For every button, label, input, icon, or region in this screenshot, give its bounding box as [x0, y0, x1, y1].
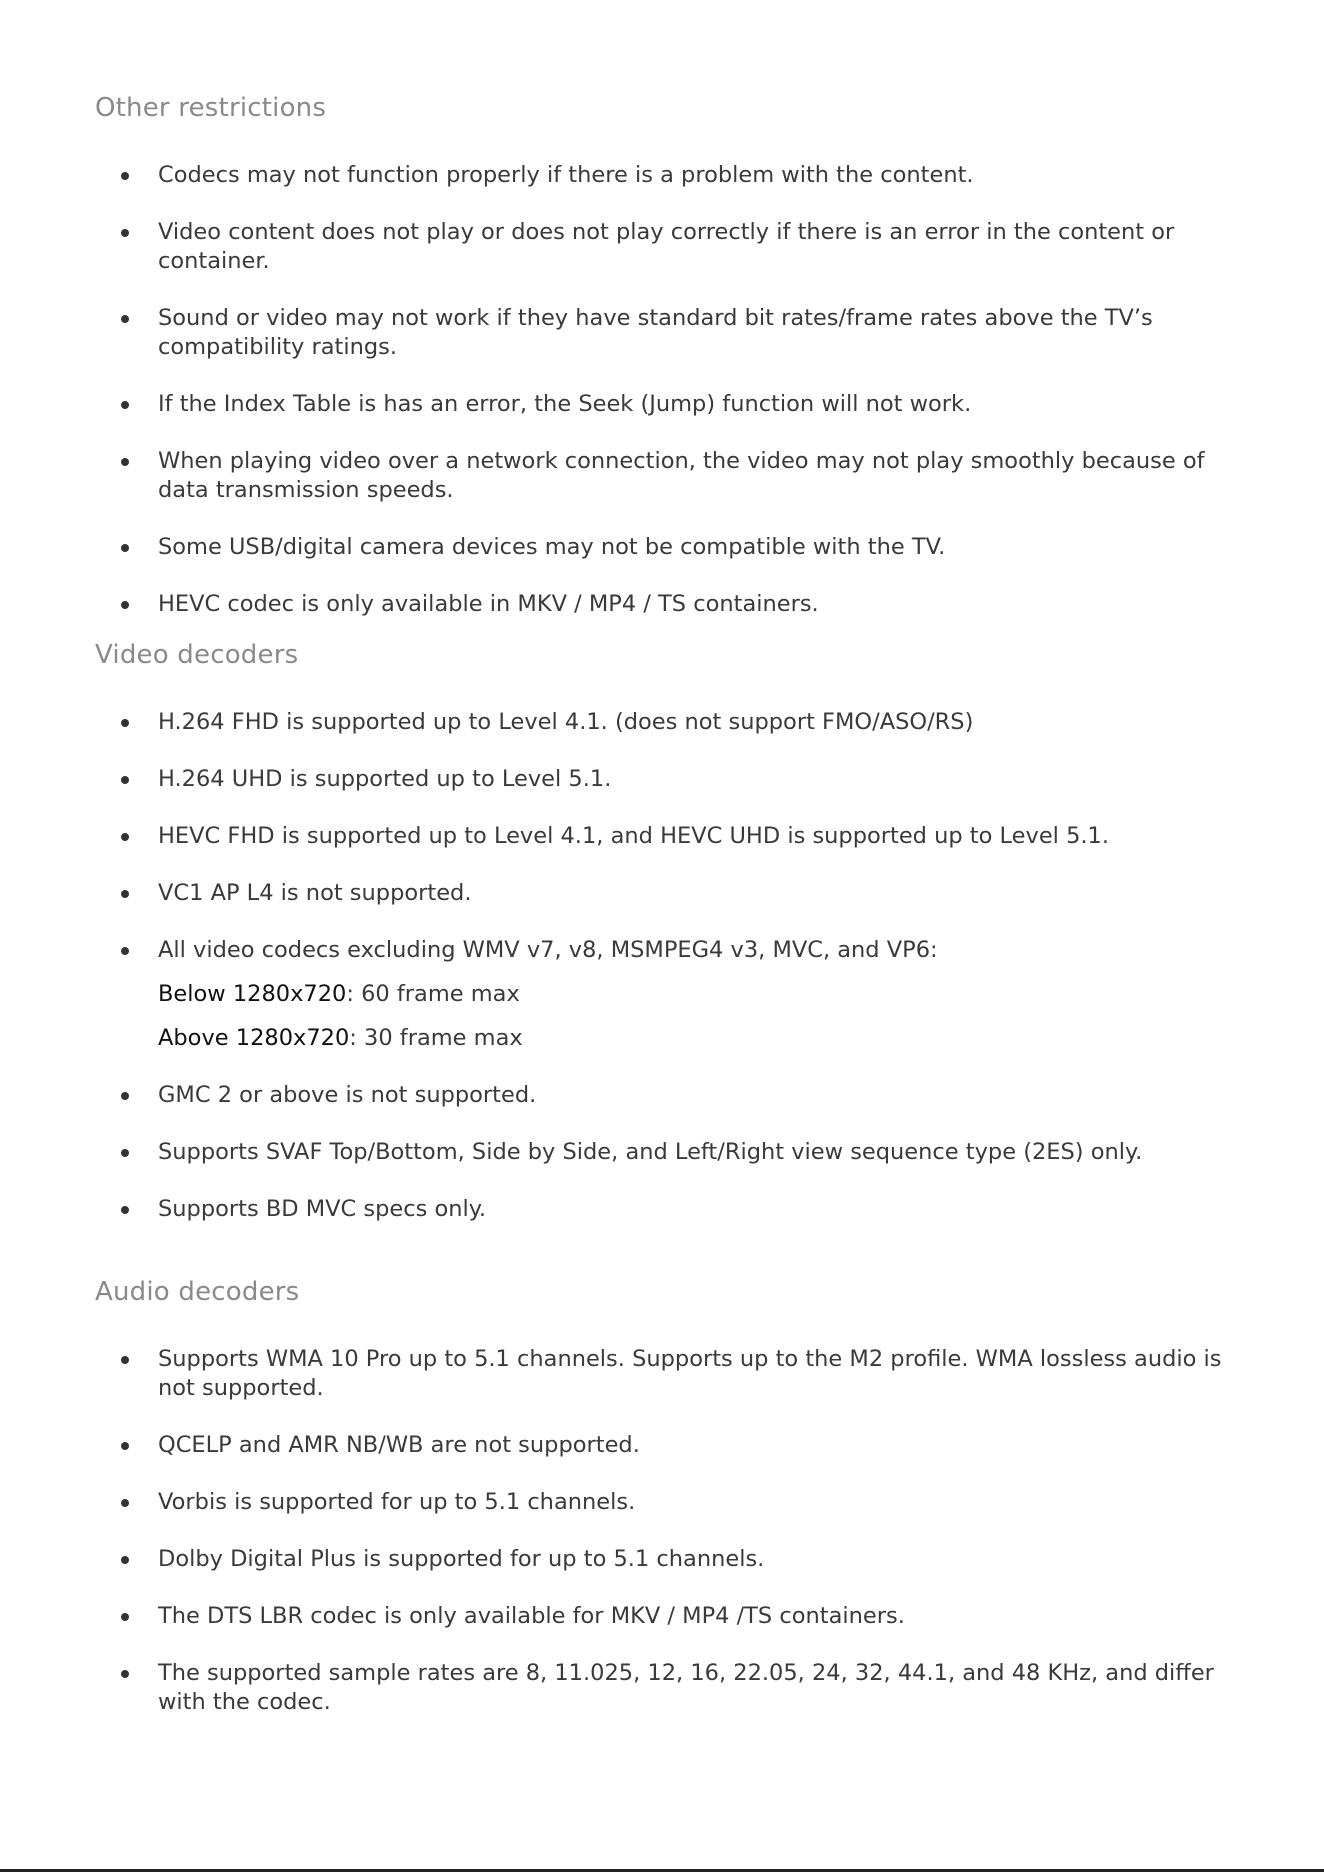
- list-item-text: VC1 AP L4 is not supported.: [158, 880, 472, 906]
- bullet-icon: [121, 833, 129, 841]
- list-item-text: Sound or video may not work if they have standard bit rates/frame rates above the TV’s compatibility ratings.: [158, 305, 1153, 360]
- bullet-icon: [121, 1670, 129, 1678]
- section-heading-audio-decoders: Audio decoders: [95, 1277, 300, 1307]
- bullet-icon: [121, 544, 129, 552]
- list-item: [0, 304, 1324, 362]
- list-item: [0, 1431, 1324, 1460]
- bullet-icon: [121, 315, 129, 323]
- bullet-icon: [121, 947, 129, 955]
- list-item-text: Vorbis is supported for up to 5.1 channels.: [158, 1489, 636, 1515]
- bullet-icon: [121, 229, 129, 237]
- list-item: [0, 936, 1324, 1053]
- resolution-value: : 60 frame max: [346, 981, 520, 1007]
- resolution-term: Below 1280x720: [158, 981, 347, 1007]
- bullet-icon: [121, 1499, 129, 1507]
- bullet-icon: [121, 401, 129, 409]
- video-decoders-list: [0, 708, 1324, 1224]
- list-item-text: When playing video over a network connection, the video may not play smoothly because of data transmission speeds.: [158, 448, 1205, 503]
- list-item: [0, 822, 1324, 851]
- resolution-limit-below: [158, 980, 1229, 1009]
- list-item-text: The DTS LBR codec is only available for MKV / MP4 /TS containers.: [158, 1603, 905, 1629]
- list-item: [0, 1345, 1324, 1403]
- list-item: [0, 879, 1324, 908]
- list-item-text: H.264 UHD is supported up to Level 5.1.: [158, 766, 612, 792]
- bullet-icon: [121, 172, 129, 180]
- list-item-text: Dolby Digital Plus is supported for up to 5.1 channels.: [158, 1546, 765, 1572]
- list-item-text: Video content does not play or does not play correctly if there is an error in the content or container.: [158, 219, 1175, 274]
- list-item-text: HEVC codec is only available in MKV / MP4 / TS containers.: [158, 591, 819, 617]
- list-item: [0, 590, 1324, 619]
- list-item-text: Codecs may not function properly if there is a problem with the content.: [158, 162, 974, 188]
- list-item-text: HEVC FHD is supported up to Level 4.1, and HEVC UHD is supported up to Level 5.1.: [158, 823, 1110, 849]
- resolution-term: Above 1280x720: [158, 1025, 350, 1051]
- list-item: [0, 447, 1324, 505]
- bullet-icon: [121, 776, 129, 784]
- list-item-text: If the Index Table is has an error, the Seek (Jump) function will not work.: [158, 391, 972, 417]
- section-heading-video-decoders: Video decoders: [95, 640, 299, 670]
- list-item: [0, 161, 1324, 190]
- list-item-text: QCELP and AMR NB/WB are not supported.: [158, 1432, 640, 1458]
- bullet-icon: [121, 1206, 129, 1214]
- list-item: [0, 1488, 1324, 1517]
- list-item: [0, 1195, 1324, 1224]
- list-item-text: The supported sample rates are 8, 11.025, 12, 16, 22.05, 24, 32, 44.1, and 48 KHz, and differ with the codec.: [158, 1660, 1214, 1715]
- list-item: [0, 1602, 1324, 1631]
- list-item-text: Supports BD MVC specs only.: [158, 1196, 487, 1222]
- other-restrictions-list: [0, 161, 1324, 619]
- list-item: [0, 708, 1324, 737]
- list-item-text: GMC 2 or above is not supported.: [158, 1082, 537, 1108]
- bullet-icon: [121, 458, 129, 466]
- bullet-icon: [121, 1556, 129, 1564]
- bullet-icon: [121, 890, 129, 898]
- list-item: [0, 1081, 1324, 1110]
- list-item: [0, 533, 1324, 562]
- list-item: [0, 765, 1324, 794]
- list-item: [0, 390, 1324, 419]
- section-heading-other-restrictions: Other restrictions: [95, 93, 327, 123]
- list-item: [0, 1138, 1324, 1167]
- list-item-text: All video codecs excluding WMV v7, v8, MSMPEG4 v3, MVC, and VP6:: [158, 937, 938, 963]
- bullet-icon: [121, 1092, 129, 1100]
- list-item-text: H.264 FHD is supported up to Level 4.1. (does not support FMO/ASO/RS): [158, 709, 974, 735]
- list-item: [0, 218, 1324, 276]
- bullet-icon: [121, 601, 129, 609]
- list-item-text: Supports WMA 10 Pro up to 5.1 channels. Supports up to the M2 profile. WMA lossless audio is not supported.: [158, 1346, 1222, 1401]
- list-item-text: Supports SVAF Top/Bottom, Side by Side, and Left/Right view sequence type (2ES) only.: [158, 1139, 1143, 1165]
- list-item-text: Some USB/digital camera devices may not be compatible with the TV.: [158, 534, 946, 560]
- bullet-icon: [121, 719, 129, 727]
- bullet-icon: [121, 1149, 129, 1157]
- list-item: [0, 1659, 1324, 1717]
- audio-decoders-list: [0, 1345, 1324, 1717]
- bullet-icon: [121, 1356, 129, 1364]
- resolution-value: : 30 frame max: [349, 1025, 523, 1051]
- list-item: [0, 1545, 1324, 1574]
- bullet-icon: [121, 1442, 129, 1450]
- bullet-icon: [121, 1613, 129, 1621]
- resolution-limit-above: [158, 1024, 1229, 1053]
